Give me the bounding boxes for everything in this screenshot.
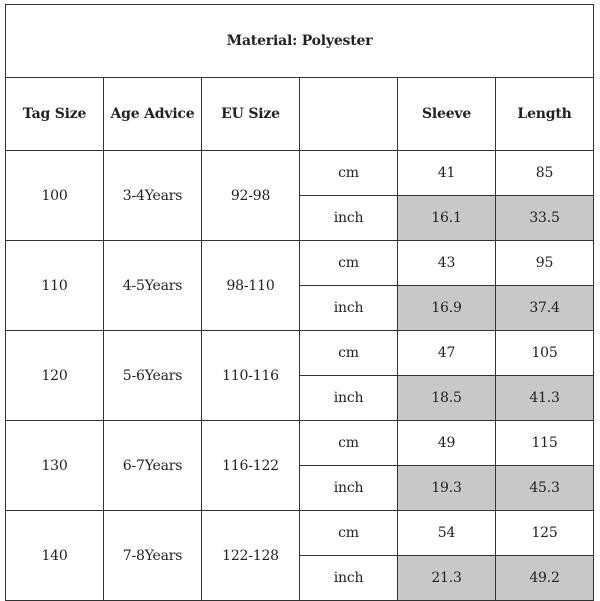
- sleeve-cm-cell: 41: [398, 151, 496, 196]
- header-unit: [300, 78, 398, 151]
- sleeve-cm-cell: 49: [398, 421, 496, 466]
- tag-size-cell: 110: [6, 241, 104, 331]
- header-sleeve: Sleeve: [398, 78, 496, 151]
- header-eu-size: EU Size: [202, 78, 300, 151]
- tag-size-cell: 100: [6, 151, 104, 241]
- table-row: [6, 151, 594, 196]
- length-cm-cell: 95: [496, 241, 594, 286]
- unit-inch-cell: inch: [300, 196, 398, 241]
- sleeve-inch-cell: 16.9: [398, 286, 496, 331]
- eu-size-cell: 122-128: [202, 511, 300, 601]
- sleeve-inch-cell: 16.1: [398, 196, 496, 241]
- unit-inch-cell: inch: [300, 556, 398, 601]
- table-row: [6, 331, 594, 376]
- length-inch-cell: 37.4: [496, 286, 594, 331]
- sleeve-inch-cell: 18.5: [398, 376, 496, 421]
- length-cm-cell: 105: [496, 331, 594, 376]
- sleeve-inch-cell: 19.3: [398, 466, 496, 511]
- unit-cm-cell: cm: [300, 151, 398, 196]
- age-advice-cell: 5-6Years: [104, 331, 202, 421]
- age-advice-cell: 3-4Years: [104, 151, 202, 241]
- length-cm-cell: 125: [496, 511, 594, 556]
- size-chart: [5, 4, 593, 596]
- tag-size-cell: 130: [6, 421, 104, 511]
- unit-inch-cell: inch: [300, 286, 398, 331]
- length-inch-cell: 41.3: [496, 376, 594, 421]
- unit-cm-cell: cm: [300, 331, 398, 376]
- tag-size-cell: 140: [6, 511, 104, 601]
- table-row: [6, 241, 594, 286]
- length-inch-cell: 49.2: [496, 556, 594, 601]
- size-table: [5, 4, 594, 601]
- table-row: [6, 421, 594, 466]
- age-advice-cell: 7-8Years: [104, 511, 202, 601]
- sleeve-cm-cell: 43: [398, 241, 496, 286]
- header-length: Length: [496, 78, 594, 151]
- unit-inch-cell: inch: [300, 376, 398, 421]
- sleeve-cm-cell: 54: [398, 511, 496, 556]
- unit-cm-cell: cm: [300, 511, 398, 556]
- table-row: [6, 511, 594, 556]
- length-inch-cell: 45.3: [496, 466, 594, 511]
- eu-size-cell: 110-116: [202, 331, 300, 421]
- unit-cm-cell: cm: [300, 241, 398, 286]
- tag-size-cell: 120: [6, 331, 104, 421]
- unit-cm-cell: cm: [300, 421, 398, 466]
- table-title: Material: Polyester: [6, 5, 594, 78]
- header-tag-size: Tag Size: [6, 78, 104, 151]
- length-inch-cell: 33.5: [496, 196, 594, 241]
- sleeve-inch-cell: 21.3: [398, 556, 496, 601]
- age-advice-cell: 4-5Years: [104, 241, 202, 331]
- length-cm-cell: 85: [496, 151, 594, 196]
- eu-size-cell: 92-98: [202, 151, 300, 241]
- eu-size-cell: 116-122: [202, 421, 300, 511]
- age-advice-cell: 6-7Years: [104, 421, 202, 511]
- sleeve-cm-cell: 47: [398, 331, 496, 376]
- unit-inch-cell: inch: [300, 466, 398, 511]
- header-age-advice: Age Advice: [104, 78, 202, 151]
- eu-size-cell: 98-110: [202, 241, 300, 331]
- length-cm-cell: 115: [496, 421, 594, 466]
